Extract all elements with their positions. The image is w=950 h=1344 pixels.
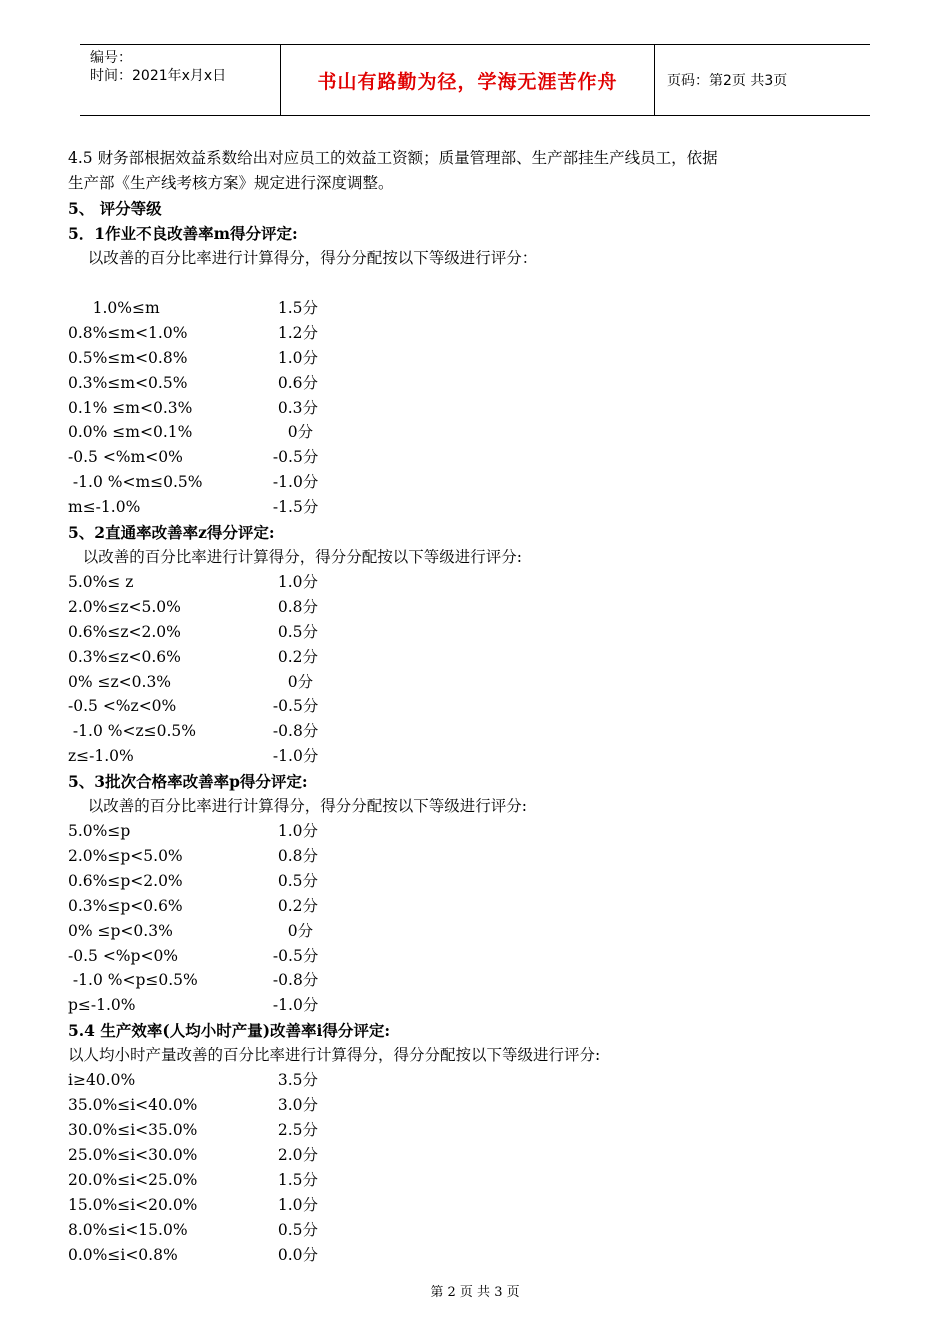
grade-condition: 8.0%≤i<15.0% (68, 1220, 188, 1239)
grade-score: 0.6分 (268, 373, 319, 392)
section-5-3-description: 以改善的百分比率进行计算得分，得分分配按以下等级进行评分: (68, 797, 527, 816)
grade-score: 1.5分 (268, 299, 319, 317)
grade-row (68, 1243, 888, 1268)
section-5-3-heading: 5、3批次合格率改善率p得分评定: (68, 772, 308, 792)
grade-row (68, 1218, 888, 1243)
section-5-1-grade-list (68, 296, 888, 520)
section-5-1-heading: 5．1作业不良改善率m得分评定: (68, 224, 298, 243)
grade-condition: 0.5%≤m<0.8% (68, 348, 188, 367)
grade-condition: 0.3%≤z<0.6% (68, 647, 181, 666)
grade-score: 0.5分 (268, 1220, 319, 1239)
grade-row (68, 420, 888, 445)
grade-condition: 0.6%≤p<2.0% (68, 871, 183, 890)
grade-row (68, 296, 888, 321)
grade-score: 1.0分 (268, 573, 319, 592)
grade-score: 2.0分 (268, 1145, 319, 1164)
grade-score: 1.0分 (268, 348, 319, 367)
grade-condition: z≤-1.0% (68, 747, 134, 766)
grade-row (68, 919, 888, 944)
grade-row (68, 495, 888, 520)
grade-condition: 0.6%≤z<2.0% (68, 622, 181, 641)
document-body (68, 146, 888, 1267)
grade-score: 0.5分 (268, 871, 319, 890)
grade-condition: -1.0 %<m≤0.5% (68, 473, 203, 492)
grade-condition: 5.0%≤ z (68, 573, 134, 592)
header-meta (80, 45, 281, 115)
grade-score: 0分 (268, 423, 314, 442)
grade-row (68, 819, 888, 844)
grade-score: -1.0分 (268, 473, 319, 492)
document-number-label: 编号： (90, 50, 132, 66)
grade-score: 3.0分 (268, 1096, 319, 1115)
grade-condition: 2.0%≤p<5.0% (68, 847, 183, 866)
grade-row (68, 1093, 888, 1118)
intro-line-2: 生产部《生产线考核方案》规定进行深度调整。 (68, 174, 394, 192)
section-5-2-grade-list (68, 570, 888, 769)
section-5-1-description: 以改善的百分比率进行计算得分，得分分配按以下等级进行评分： (68, 249, 538, 267)
grade-condition: 0.3%≤m<0.5% (68, 373, 188, 392)
grade-score: -0.8分 (268, 971, 319, 990)
grade-score: 1.0分 (268, 1195, 319, 1214)
section-5-2-description: 以改善的百分比率进行计算得分，得分分配按以下等级进行评分: (68, 548, 523, 567)
grade-score: -1.5分 (268, 498, 319, 517)
section-5-4-heading: 5.4 生产效率(人均小时产量)改善率i得分评定: (68, 1021, 391, 1041)
section-5-4-description: 以人均小时产量改善的百分比率进行计算得分，得分分配按以下等级进行评分: (68, 1046, 601, 1065)
grade-condition: 0.0%≤i<0.8% (68, 1245, 178, 1264)
grade-score: -0.5分 (268, 946, 319, 965)
grade-row (68, 993, 888, 1018)
grade-score: 0.2分 (268, 896, 319, 915)
document-date: 时间：2021年x月x日 (90, 68, 227, 84)
grade-score: 1.0分 (268, 822, 319, 841)
grade-score: -1.0分 (268, 747, 319, 766)
grade-row (68, 321, 888, 346)
section-5-3-grade-list (68, 819, 888, 1018)
grade-row (68, 470, 888, 495)
grade-condition: -1.0 %<p≤0.5% (68, 971, 198, 990)
grade-row (68, 744, 888, 769)
grade-row (68, 1118, 888, 1143)
grade-condition: -1.0 %<z≤0.5% (68, 722, 196, 741)
grade-condition: i≥40.0% (68, 1071, 136, 1090)
intro-line-1: 4.5 财务部根据效益系数给出对应员工的效益工资额；质量管理部、生产部挂生产线员工，依据 (68, 149, 718, 167)
grade-score: 1.2分 (268, 323, 319, 342)
header-motto: 书山有路勤为径，学海无涯苦作舟 (281, 45, 655, 115)
grade-row (68, 396, 888, 421)
grade-row (68, 694, 888, 719)
grade-condition: 2.0%≤z<5.0% (68, 597, 181, 616)
grade-condition: 35.0%≤i<40.0% (68, 1096, 198, 1115)
grade-row (68, 346, 888, 371)
grade-score: 2.5分 (268, 1121, 319, 1140)
grade-condition: 0% ≤p<0.3% (68, 921, 173, 940)
grade-condition: 25.0%≤i<30.0% (68, 1145, 198, 1164)
page-footer: 第 2 页 共 3 页 (430, 1285, 520, 1300)
grade-score: 0.5分 (268, 622, 319, 641)
grade-condition: -0.5 <%p<0% (68, 946, 179, 965)
grade-score: -0.5分 (268, 448, 319, 467)
grade-row (68, 670, 888, 695)
grade-row (68, 371, 888, 396)
grade-condition: 0.3%≤p<0.6% (68, 896, 183, 915)
grade-condition: 0% ≤z<0.3% (68, 672, 172, 691)
section-5-2-heading: 5、2直通率改善率z得分评定: (68, 523, 275, 543)
grade-score: 1.5分 (268, 1170, 319, 1189)
section-5-4-grade-list (68, 1068, 888, 1267)
grade-condition: p≤-1.0% (68, 996, 136, 1015)
grade-row (68, 719, 888, 744)
page-header (80, 44, 870, 116)
grade-row (68, 869, 888, 894)
grade-row (68, 968, 888, 993)
grade-condition: m≤-1.0% (68, 498, 141, 517)
grade-row (68, 844, 888, 869)
grade-condition: 0.0% ≤m<0.1% (68, 423, 193, 442)
blank-line (68, 271, 888, 296)
grade-row (68, 1143, 888, 1168)
grade-row (68, 445, 888, 470)
grade-condition: 1.0%≤m (68, 299, 160, 317)
grade-condition: 15.0%≤i<20.0% (68, 1195, 198, 1214)
grade-score: 0.3分 (268, 398, 319, 417)
grade-score: 0.2分 (268, 647, 319, 666)
grade-row (68, 645, 888, 670)
grade-row (68, 570, 888, 595)
grade-condition: -0.5 <%m<0% (68, 448, 183, 467)
grade-row (68, 944, 888, 969)
grade-score: 0.8分 (268, 847, 319, 866)
grade-score: 0.8分 (268, 597, 319, 616)
header-page-info: 页码：第2页 共3页 (667, 73, 788, 89)
grade-row (68, 1168, 888, 1193)
grade-score: 0.0分 (268, 1245, 319, 1264)
grade-row (68, 1193, 888, 1218)
grade-condition: 5.0%≤p (68, 822, 131, 841)
grade-condition: 20.0%≤i<25.0% (68, 1170, 198, 1189)
grade-score: 0分 (268, 921, 314, 940)
grade-score: -1.0分 (268, 996, 319, 1015)
grade-row (68, 1068, 888, 1093)
grade-score: 0分 (268, 672, 314, 691)
grade-row (68, 595, 888, 620)
grade-condition: -0.5 <%z<0% (68, 697, 177, 716)
grade-score: -0.5分 (268, 697, 319, 716)
grade-score: -0.8分 (268, 722, 319, 741)
grade-row (68, 620, 888, 645)
grade-row (68, 894, 888, 919)
grade-condition: 30.0%≤i<35.0% (68, 1121, 198, 1140)
section-5-heading: 5、 评分等级 (68, 199, 162, 218)
grade-score: 3.5分 (268, 1071, 319, 1090)
grade-condition: 0.1% ≤m<0.3% (68, 398, 193, 417)
grade-condition: 0.8%≤m<1.0% (68, 323, 188, 342)
